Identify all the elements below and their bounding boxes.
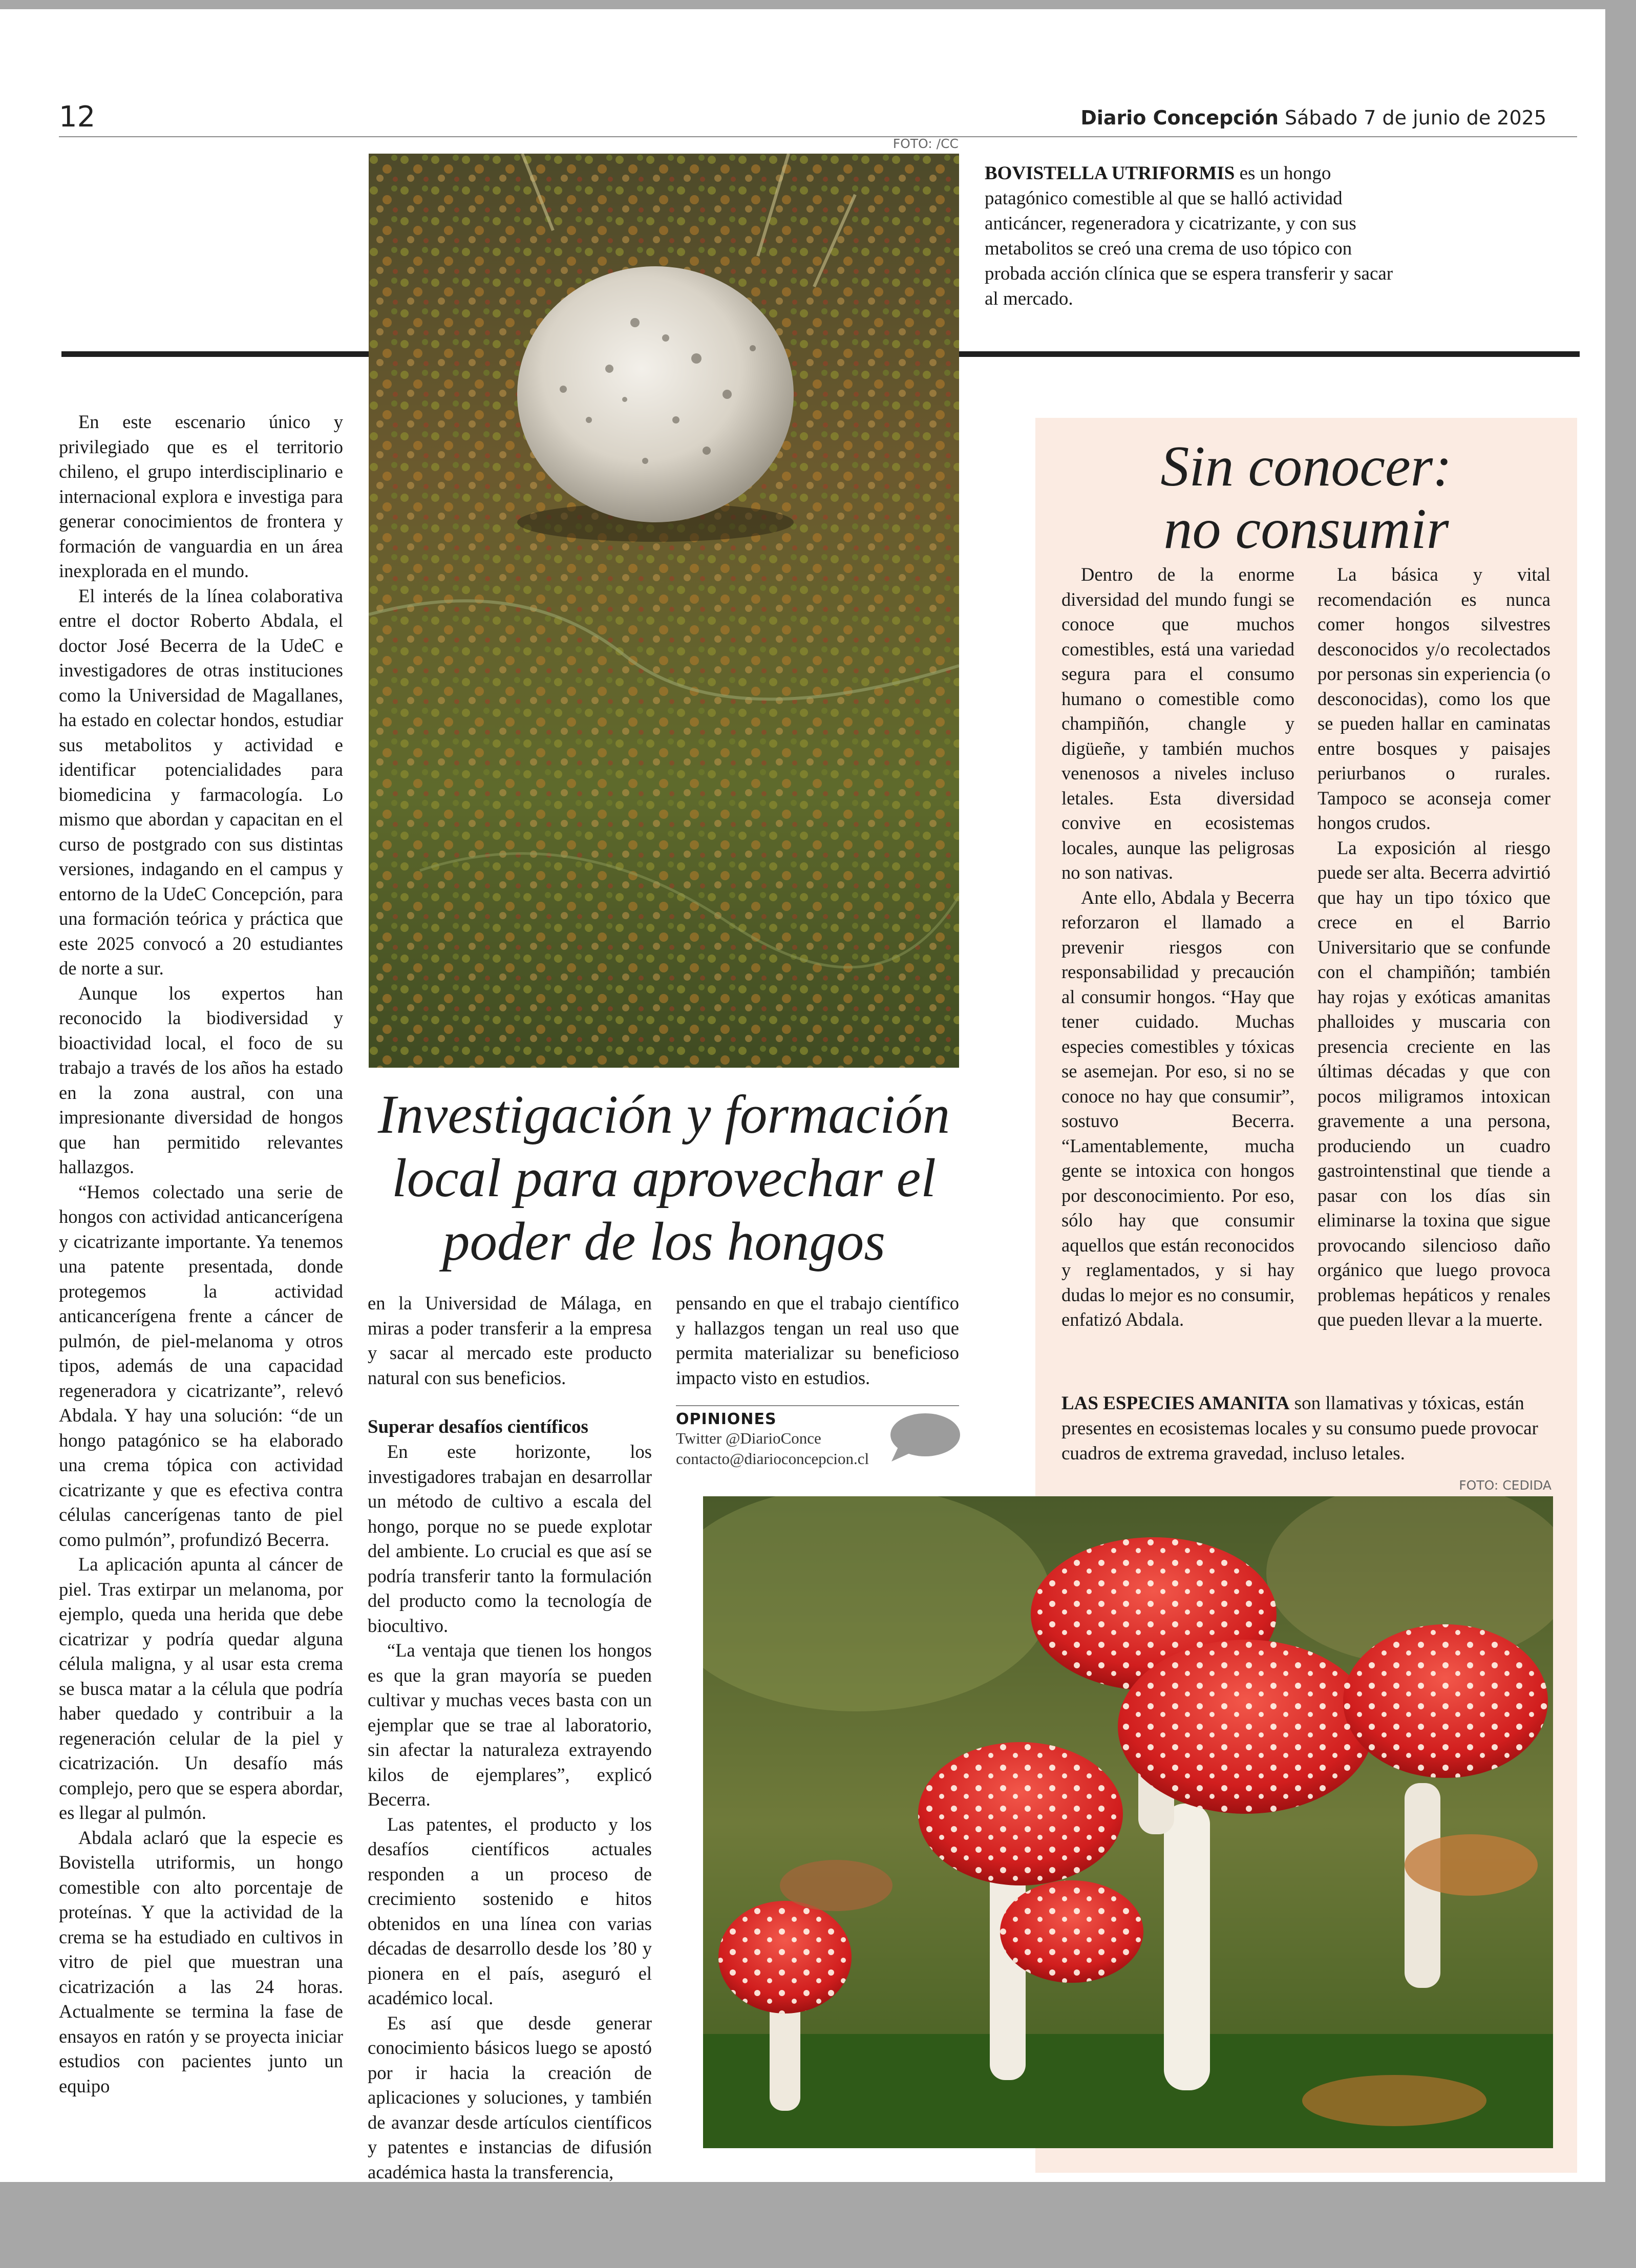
amanita-photo [703,1496,1553,2148]
publication-date: Sábado 7 de junio de 2025 [1285,107,1546,129]
caption-lead: LAS ESPECIES AMANITA [1061,1393,1290,1414]
amanita-caption [1061,1391,1553,1466]
sidebar-title-line-1: Sin conocer: [1160,435,1452,498]
newspaper-name: Diario Concepción [1080,107,1279,129]
paragraph: En este escenario único y privilegiado que es el territorio chileno, el grupo interdisciplinario e internacional explora e investiga para generar conocimientos de frontera y formación de vanguardia en un área inexplorada en el mundo. [59,411,343,581]
speech-bubble-icon [887,1412,960,1464]
sidebar-column-b [1318,562,1550,1332]
paragraph: La aplicación apunta al cáncer de piel. Tras extirpar un melanoma, por ejemplo, queda una herida que debe cicatrizar y podría quedar alguna célula maligna, y al usar esta crema se busca matar a la célula que podría haber quedado y contribuir a la regeneración celular de la piel y cicatrización. Un desafío más complejo, pero que se espera abordar, es llegar al pulmón. [59,1554,343,1823]
section-rule-left [61,351,369,357]
section-rule-right [959,351,1580,357]
opinions-divider [676,1405,959,1406]
contact-email[interactable]: contacto@diarioconcepcion.cl [676,1450,869,1468]
paragraph: La exposición al riesgo puede ser alta. Becerra advirtió que hay un tipo tóxico que crece en el Barrio Universitario que se confunde con el champiñón; también hay rojas y exóticas amanitas phalloides y muscaria con presencia creciente en las últimas décadas y que con pocos miligramos intoxican gravemente a una persona, produciendo un cuadro gastrointenstinal que tiende a pasar con los días sin eliminarse la toxina que sigue provocando silencioso daño orgánico que luego provoca problemas hepáticos y renales que pueden llevar a la muerte. [1318,837,1551,1330]
subheading: Superar desafíos científicos [368,1416,588,1437]
caption-lead: BOVISTELLA UTRIFORMIS [985,163,1235,184]
bovistella-photo [369,154,959,1068]
paragraph: Abdala aclaró que la especie es Bovistella utriformis, un hongo comestible con alto porcentaje de proteínas. Y que la actividad de la crema se ha estudiado en cultivos in vitro de piel que muestran una cicatrización a las 24 horas. Actualmente se termina la fase de ensayos en ratón y se proyecta iniciar estudios con pacientes junto un equipo [59,1827,343,2096]
article-column-1 [59,410,343,2099]
amanita-photo-credit: FOTO: CEDIDA [1459,1478,1552,1493]
paragraph: Es así que desde generar conocimiento básicos luego se apostó por ir hacia la creación de aplicaciones y soluciones, y también de avanzar desde artículos científicos y patentes e instancias de difusión académica hasta la transferencia, [368,2012,652,2182]
sidebar-column-a [1061,562,1294,1332]
paragraph: pensando en que el trabajo científico y hallazgos tengan un real uso que permita materializar su beneficioso impacto visto en estudios. [676,1292,959,1388]
paragraph: Ante ello, Abdala y Becerra reforzaron el llamado a prevenir riesgos con responsabilidad y precaución al consumir hongos. “Hay que tener cuidado. Muchas especies comestibles y tóxicas se asemejan. Por eso, si no se conoce no hay que consumir”, sostuvo Becerra. “Lamentablemente, mucha gente se intoxica con hongos por desconocimiento. Por eso, sólo hay que consumir aquellos que están reconocidos y reglamentados, y si hay dudas lo mejor es no consumir, enfatizó Abdala. [1061,886,1294,1330]
article-column-2 [368,1291,652,2185]
puffball-mushroom-image [369,154,959,1068]
paragraph: Aunque los expertos han reconocido la biodiversidad y bioactividad local, el foco de su trabajo a través de los años ha estado en la zona austral, con una impresionante diversidad de hongos que han permitido relevantes hallazgos. [59,982,343,1177]
paragraph: “La ventaja que tienen los hongos es que la gran mayoría se pueden cultivar y muchas veces basta con un ejemplar que se trae al laboratorio, sin afectar la naturaleza extrayendo kilos de ejemplares”, explicó Becerra. [368,1640,652,1810]
sidebar-title-line-2: no consumir [1163,497,1449,561]
masthead [1080,107,1546,129]
amanita-mushrooms-image [703,1496,1553,2148]
top-photo-caption [985,161,1394,311]
paragraph: El interés de la línea colaborativa entre el doctor Roberto Abdala, el doctor José Becerra de la UdeC e investigadores de otras instituciones como la Universidad de Magallanes, ha estado en colectar hondos, estudiar sus metabolitos y actividad e identificar potencialidades para biomedicina y farmacología. Lo mismo que abordan y capacitan en el curso de postgrado con sus distintas versiones, indagando en el campus y entorno de la UdeC Concepción, para una formación teórica y práctica que este 2025 convocó a 20 estudiantes de norte a sur. [59,585,343,979]
caption-text: es un hongo patagónico comestible al que se halló actividad anticáncer, regeneradora y cicatrizante, y con sus metabolitos se creó una crema de uso tópico con probada acción clínica que se espera transferir y sacar al mercado. [985,163,1393,309]
paragraph: La básica y vital recomendación es nunca comer hongos silvestres desconocidos y/o recolectados por personas sin experiencia (o desconocidas), como los que se pueden hallar en caminatas entre bosques y paisajes periurbanos o rurales. Tampoco se aconseja comer hongos crudos. [1318,564,1550,833]
paragraph: “Hemos colectado una serie de hongos con actividad anticancerígena y cicatrizante importante. Ya tenemos una patente presentada, donde protegemos la actividad anticancerígena frente a cáncer de pulmón, de piel-melanoma y otros tipos, además de una capacidad regeneradora y cicatrizante”, relevó Abdala. Y hay una solución: “de un hongo patagónico se ha elaborado una crema tópica con actividad cicatrizante y que es efectiva contra células cancerígenas tanto de piel como pulmón”, profundizó Becerra. [59,1181,343,1550]
newspaper-page [0,9,1605,2182]
paragraph: Dentro de la enorme diversidad del mundo fungi se conoce que muchos comestibles, está una variedad segura para el consumo humano o comestible como champiñón, changle y digüeñe, y también muchos venenosos a niveles incluso letales. Esta diversidad convive en ecosistemas locales, aunque las peligrosas no son nativas. [1061,564,1294,883]
caption-text: son llamativas y tóxicas, están presentes en ecosistemas locales y su consumo puede provocar cuadros de extrema gravedad, incluso letales. [1061,1393,1538,1464]
main-headline: Investigación y formación local para aprovechar el poder de los hongos [377,1085,950,1272]
paragraph: en la Universidad de Málaga, en miras a poder transferir a la empresa y sacar al mercado este producto natural con sus beneficios. [368,1292,652,1388]
sidebar-title [1035,435,1577,560]
page-number: 12 [59,100,96,134]
twitter-handle[interactable]: Twitter @DiarioConce [676,1429,821,1447]
top-photo-credit: FOTO: /CC [893,136,959,151]
opinions-label: OPINIONES [676,1410,777,1428]
article-column-3 [676,1291,959,1390]
opinions-box [676,1410,901,1469]
paragraph: Las patentes, el producto y los desafíos científicos actuales responden a un proceso de crecimiento sostenido e hitos obtenidos en una línea con varias décadas de desarrollo desde los ’80 y pionera en el país, aseguró el académico local. [368,1813,652,2008]
paragraph: En este horizonte, los investigadores trabajan en desarrollar un método de cultivo a escala del hongo, porque no se puede explotar del ambiente. Lo crucial es que así se podría transferir tanto la formulación del producto como la tecnología de biocultivo. [368,1441,652,1636]
